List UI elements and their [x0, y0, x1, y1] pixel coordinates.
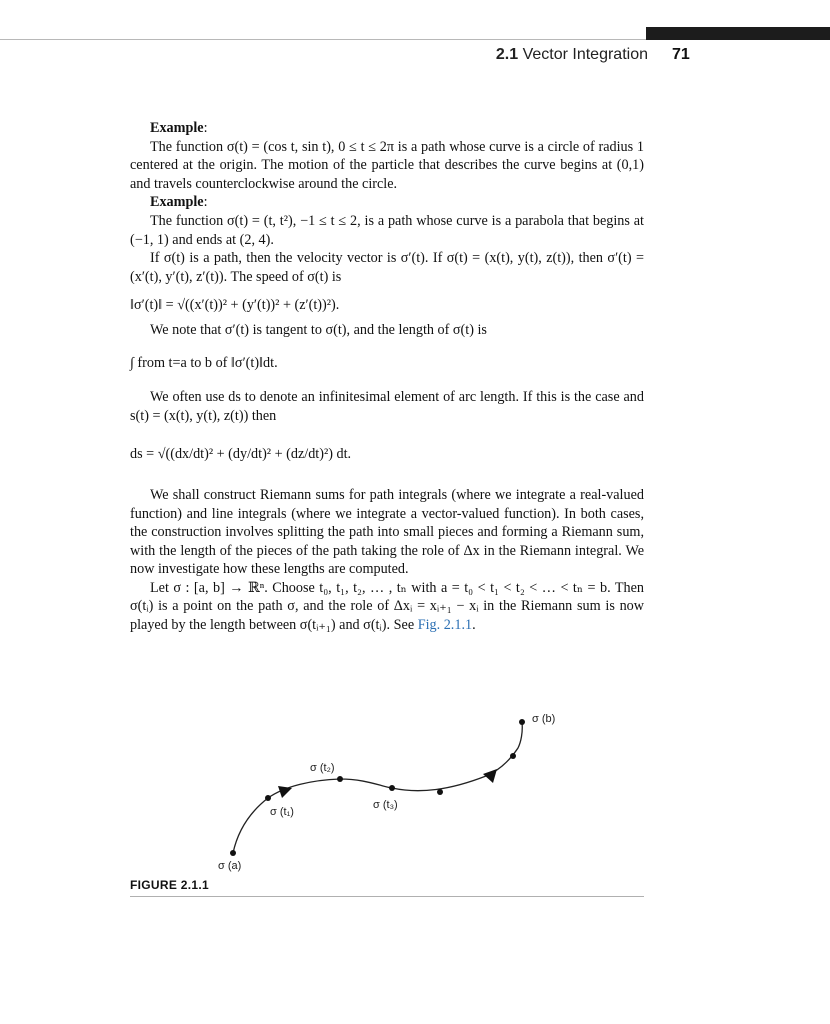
path-curve	[233, 722, 522, 853]
label-sigma-t3: σ (t₃)	[373, 799, 398, 811]
velocity-paragraph: If σ(t) is a path, then the velocity vector is σ′(t). If σ(t) = (x(t), y(t), z(t)), then σ′(t) = (x′(t), y′(t), z′(t)). The speed of σ(t) is	[130, 250, 644, 285]
example-2-label: Example:	[150, 194, 208, 211]
figure-rule	[130, 896, 644, 897]
tangent-paragraph: We note that σ′(t) is tangent to σ(t), and the length of σ(t) is	[150, 321, 487, 338]
section-number: 2.1	[495, 46, 519, 63]
label-sigma-a: σ (a)	[218, 860, 242, 872]
point-t2	[337, 776, 343, 782]
equation-speed: ‖σ′(t)‖ = √((x′(t))² + (y′(t))² + (z′(t))²).	[130, 297, 340, 314]
point-mid	[437, 789, 443, 795]
riemann-paragraph: We shall construct Riemann sums for path integrals (where we integrate a real-valued function) and line integrals (where we integrate a vector-valued function). In both cases, the construction involves splitting the path into small pieces and forming a Riemann sum, with the length of the pieces of the path taking the role of Δx in the Riemann integral. We now investigate how these lengths are computed.	[130, 486, 644, 578]
label-sigma-t1: σ (t₁)	[270, 806, 294, 818]
example-2-text: The function σ(t) = (t, t²), −1 ≤ t ≤ 2, is a path whose curve is a parabola that begins at (−1, 1) and ends at (2, 4).	[130, 212, 644, 248]
label-sigma-b: σ (b)	[532, 713, 556, 725]
page-body	[130, 119, 644, 635]
point-t3	[389, 785, 395, 791]
arc-paragraph: We often use ds to denote an infinitesimal element of arc length. If this is the case and s(t) = (x(t), y(t), z(t)) then	[130, 389, 644, 424]
point-b	[519, 719, 525, 725]
point-t5	[510, 753, 516, 759]
figure-label: FIGURE 2.1.1	[130, 878, 209, 892]
point-a	[230, 850, 236, 856]
equation-ds: ds = √((dx/dt)² + (dy/dt)² + (dz/dt)²) dt.	[130, 446, 352, 463]
section-title: Vector Integration	[522, 46, 648, 63]
page-number: 71	[672, 46, 690, 63]
partition-paragraph: Let σ : [a, b] → ℝⁿ. Choose t₀, t₁, t₂, … , tₙ with a = t₀ < t₁ < t₂ < … < tₙ = b. Then σ(tᵢ) is a point on the path σ, and the role of Δxᵢ = xᵢ₊₁ − xᵢ in the Riemann sum is now played by the length between σ(tᵢ₊₁) and σ(tᵢ). See Fig. 2.1.1.	[130, 579, 644, 634]
label-sigma-t2: σ (t₂)	[310, 762, 335, 774]
direction-arrow-1	[278, 786, 292, 798]
path-figure	[0, 690, 830, 880]
running-head	[0, 46, 648, 64]
point-t1	[265, 795, 271, 801]
header-rule	[0, 39, 646, 40]
figure-reference-link[interactable]: Fig. 2.1.1	[417, 617, 473, 634]
example-1-label: Example:	[150, 120, 208, 136]
example-1-text: The function σ(t) = (cos t, sin t), 0 ≤ t ≤ 2π is a path whose curve is a circle of radius 1 centered at the origin. The motion of the particle that describes the curve begins at (0,1) and travels counterclockwise around the circle.	[130, 138, 644, 192]
equation-length: ∫ from t=a to b of ‖σ′(t)‖dt.	[130, 354, 278, 371]
corner-bar	[646, 27, 830, 40]
